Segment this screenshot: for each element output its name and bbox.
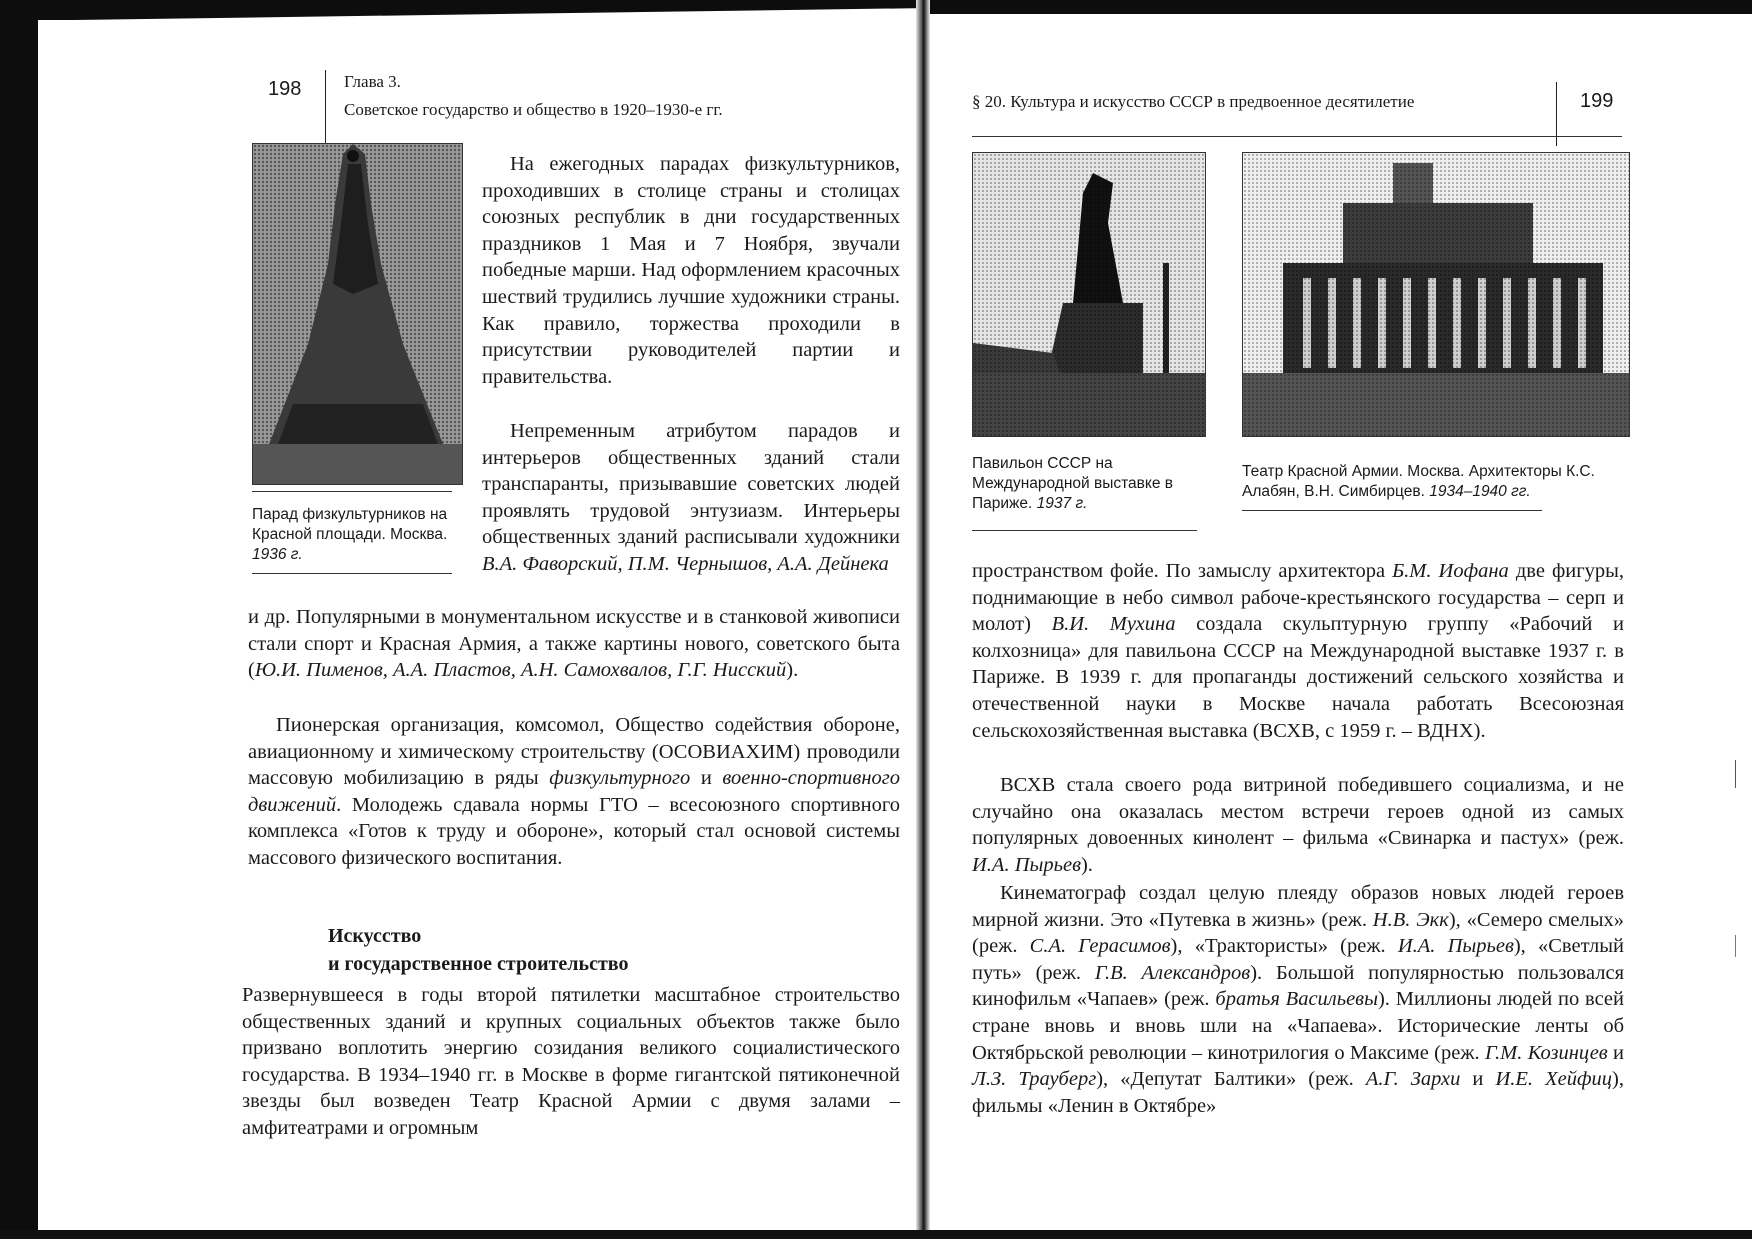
section-heading-line2: и государственное строительство [328, 953, 629, 975]
pavilion-photo-caption [972, 454, 1202, 514]
pavilion-caption-text: Павильон СССР на Международной выставке в Париже. [972, 455, 1173, 512]
right-para-mukhina-name: В.И. Мухина [1051, 613, 1176, 636]
cinema-director-7: Л.З. Трауберг [972, 1068, 1097, 1091]
scan-dark-edge-left [0, 0, 38, 1239]
left-para-monumental-text: и др. Популярными в монументальном искусстве и в станковой живописи стали спорт и Красная Армия, а также картины нового, советского быта ( [248, 606, 900, 682]
cinema-director-9: И.Е. Хейфиц [1495, 1068, 1613, 1091]
left-para-osoaviakhim-text: Пионерская организация, комсомол, Общество содействия обороне, авиационному и химическому строительству (ОСОВИАХИМ) проводили массовую мобилизацию в ряды [248, 714, 900, 790]
right-page-number: 199 [1580, 90, 1614, 112]
parade-caption-rule-bottom [252, 573, 452, 574]
theatre-photo [1242, 152, 1630, 437]
parade-caption-year: 1936 г. [252, 546, 303, 563]
right-para-vshv-text: ВСХВ стала своего рода витриной победившего социализма, и не случайно она оказалась местом встречи героев одной из самых популярных довоенных кинолент – фильма «Свинарка и пастух» (реж. [972, 774, 1624, 850]
scan-dark-edge-bottom [0, 1230, 1752, 1239]
cinema-text-f: ). Миллионы людей по всей стране вновь и вновь шли на «Чапаева». Исторические ленты об Октябрьской революции – кинотрилогия о Максиме (реж. [972, 988, 1625, 1064]
parade-caption-rule-top [252, 491, 452, 492]
left-para-monumental [248, 604, 900, 684]
cinema-text-a: Кинематограф создал целую плеяду образов новых людей героев мирной жизни. Это «Путевка в жизнь» (реж. [972, 882, 1624, 931]
cinema-text-g: и [1607, 1041, 1624, 1064]
left-header-title: Советское государство и общество в 1920–1930-е гг. [344, 100, 723, 119]
left-para-osoaviakhim-rest: . Молодежь сдавала нормы ГТО – всесоюзного спортивного комплекса «Готов к труду и обороне», который стал основой системы массового физического воспитания. [248, 793, 900, 869]
theatre-caption-year: 1934–1940 гг. [1429, 483, 1531, 500]
right-para-mukhina [972, 558, 1624, 744]
pavilion-caption-rule [972, 530, 1197, 531]
left-header-divider [325, 70, 326, 144]
cinema-text-e: ). Большой популярностью пользовался кинофильм «Чапаев» (реж. [972, 961, 1625, 1011]
right-para-mukhina-text3: создала скульптурную группу «Рабочий и колхозница» для павильона СССР на Международной выставке 1937 г. в Париже. В 1939 г. для пропаганды достижений сельского хозяйства и отечественной науки в Москве начала работать Всесоюзная сельскохозяйственная выставка (ВСХВ, с 1959 г. – ВДНХ). [972, 613, 1624, 742]
left-para-osoaviakhim [248, 712, 900, 872]
theatre-photo-caption [1242, 462, 1628, 502]
cinema-director-8: А.Г. Зархи [1365, 1068, 1461, 1091]
right-para-mukhina-iofan: Б.М. Иофана [1392, 560, 1509, 582]
cinema-text-i: и [1460, 1068, 1496, 1091]
left-para-monumental-artists: Ю.И. Пименов, А.А. Пластов, А.Н. Самохвалов, Г.Г. Нисский [254, 659, 787, 682]
cinema-director-5: братья Васильевы [1215, 988, 1378, 1011]
cinema-text-c: ), «Трактористы» (реж. [1170, 935, 1398, 958]
parade-caption-text: Парад физкультурников на Красной площади. Москва. [252, 506, 448, 543]
left-para-osoaviakhim-em1: физкультурного [549, 767, 691, 790]
pavilion-caption-year: 1937 г. [1036, 495, 1088, 512]
margin-mark [1735, 935, 1736, 957]
left-header-chapter: Глава 3. [344, 72, 401, 91]
parade-photo-caption [252, 505, 452, 565]
margin-mark [1735, 760, 1736, 788]
cinema-text-b: ), «Семеро смелых» (реж. [972, 908, 1624, 958]
right-para-vshv-end: ). [1080, 853, 1093, 876]
left-para-osoaviakhim-and: и [690, 767, 723, 790]
left-page-number: 198 [268, 78, 302, 100]
right-header-title: § 20. Культура и искусство СССР в предвоенное десятилетие [972, 92, 1415, 111]
right-para-vshv-director: И.А. Пырьев [972, 853, 1081, 876]
cinema-text-d: ), «Светлый путь» (реж. [972, 935, 1625, 984]
cinema-director-3: И.А. Пырьев [1397, 935, 1514, 958]
cinema-text-h: ), «Депутат Балтики» (реж. [1096, 1068, 1366, 1091]
right-para-vshv [972, 772, 1624, 878]
cinema-text-j: ), фильмы «Ленин в Октябре» [972, 1068, 1624, 1117]
right-para-mukhina-text2: две фигуры, поднимающие в небо символ рабоче-крестьянского государства – серп и молот) [972, 560, 1625, 636]
theatre-caption-rule [1242, 510, 1542, 511]
left-para-banners-text: Непременным атрибутом парадов и интерьеров общественных зданий стали транспаранты, призывавшие советских людей проявлять трудовой энтузиазм. Интерьеры общественных зданий расписывали художники [482, 420, 900, 549]
theatre-caption-text: Театр Красной Армии. Москва. Архитекторы К.С. Алабян, В.Н. Симбирцев. [1242, 463, 1595, 500]
book-spine [916, 0, 930, 1239]
left-para-parades: На ежегодных парадах физкультурников, проходивших в столице страны и столицах союзных республик в дни государственных праздников 1 Мая и 7 Ноября, звучали победные марши. Над оформлением красочных шествий трудились лучшие художники страны. Как правило, торжества проходили в присутствии руководителей партии и правительства. [482, 153, 900, 388]
cinema-director-1: Н.В. Экк [1372, 908, 1449, 931]
left-para-osoaviakhim-em2: военно-спортивного движений [248, 767, 900, 816]
right-header-rule [972, 136, 1622, 137]
section-heading-line1: Искусство [328, 925, 422, 947]
left-para-banners [482, 418, 900, 578]
right-para-mukhina-text: пространством фойе. По замыслу архитектора [972, 560, 1393, 582]
right-para-cinema [972, 880, 1624, 1119]
left-para-monumental-end: ). [786, 659, 799, 682]
pavilion-photo [972, 152, 1206, 437]
left-para-banners-artists: В.А. Фаворский, П.М. Чернышов, А.А. Дейнека [482, 552, 889, 575]
cinema-director-2: С.А. Герасимов [1029, 935, 1171, 958]
left-para-construction: Развернувшееся в годы второй пятилетки масштабное строительство общественных зданий и крупных социальных объектов также было призвано воплотить энергию созидания великого социалистического государства. В 1934–1940 гг. в Москве в форме гигантской пятиконечной звезды был возведен Театр Красной Армии с двумя залами – амфитеатрами и огромным [242, 984, 900, 1139]
cinema-director-4: Г.В. Александров [1094, 961, 1251, 984]
scan-dark-edge-top-left [0, 0, 930, 20]
scan-dark-edge-top-right [920, 0, 1752, 14]
parade-photo [252, 143, 463, 485]
cinema-director-6: Г.М. Козинцев [1484, 1041, 1608, 1064]
